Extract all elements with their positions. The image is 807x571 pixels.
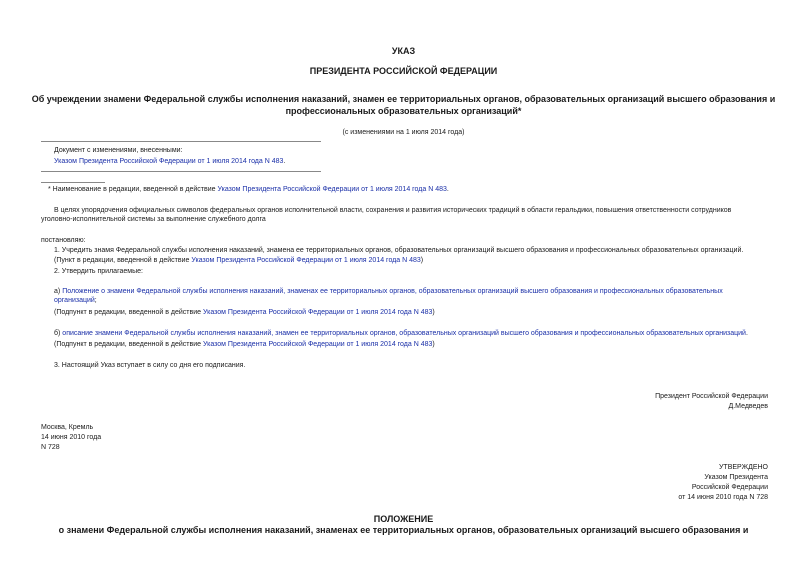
item-2b-note-prefix: (Подпункт в редакции, введенной в действие [54,341,202,348]
item-2a-suffix: ; [94,297,97,304]
changes-box-line [54,157,285,166]
changes-box-bottom-rule [41,171,321,172]
item-2a-line1 [54,287,723,296]
footnote-prefix: * Наименование в редакции, введенной в действие [48,186,216,193]
item-2b-note [54,340,435,349]
approval-line4: от 14 июня 2010 года N 728 [678,494,768,501]
regulation-title: ПОЛОЖЕНИЕ [373,514,434,524]
item-1: 1. Учредить знамя Федеральной службы исполнения наказаний, знамена ее территориальных органов, образовательных организаций высшего образования и профессиональных образовательных организаций. [54,247,744,254]
changes-box-link-suffix: . [283,158,286,165]
approval-line2: Указом Президента [704,474,768,481]
changes-box-top-rule [41,141,321,142]
approval-line3: Российской Федерации [691,484,768,491]
footnote-rule [41,182,105,183]
doc-title: УКАЗ [391,46,416,56]
decree-number: N 728 [41,444,60,451]
decree-word: постановляю: [41,237,86,244]
signature-name: Д.Медведев [728,403,768,410]
footnote-link[interactable]: Указом Президента Российской Федерации от 1 июля 2014 года N 483 [217,186,447,193]
item-1-note-prefix: (Пункт в редакции, введенной в действие [54,257,190,264]
item-2: 2. Утвердить прилагаемые: [54,268,143,275]
place: Москва, Кремль [41,424,94,431]
date: 14 июня 2010 года [41,434,102,441]
item-1-note [54,256,423,265]
changes-box-link[interactable]: Указом Президента Российской Федерации от 1 июля 2014 года N 483 [54,158,284,165]
footnote [48,185,449,194]
item-2a-note-link[interactable]: Указом Президента Российской Федерации от 1 июля 2014 года N 483 [202,309,433,316]
revision-note: (с изменениями на 1 июля 2014 года) [342,129,465,136]
doc-heading-line2: профессиональных образовательных организаций* [285,106,522,116]
item-2b-note-link[interactable]: Указом Президента Российской Федерации от 1 июля 2014 года N 483 [202,341,433,348]
item-2b-suffix: . [745,330,748,337]
doc-subtitle: ПРЕЗИДЕНТА РОССИЙСКОЙ ФЕДЕРАЦИИ [309,66,498,76]
item-2a-note [54,308,435,317]
signature-position: Президент Российской Федерации [655,393,768,400]
item-2a-link-line2[interactable]: организаций [54,297,95,304]
item-1-note-suffix: ) [420,257,424,264]
item-2b-prefix: б) [54,330,61,337]
item-2a-prefix: а) [54,288,61,295]
item-2a-note-prefix: (Подпункт в редакции, введенной в действие [54,309,202,316]
item-2b [54,329,748,338]
item-2b-link[interactable]: описание знамени Федеральной службы исполнения наказаний, знамен ее территориальных органов, образовательных организаций высшего образования и профессиональных образовательных организаций [62,330,746,337]
regulation-subtitle: о знамени Федеральной службы исполнения наказаний, знаменах ее территориальных органов, образовательных организаций высшего образования и [58,525,749,535]
item-3: 3. Настоящий Указ вступает в силу со дня его подписания. [54,362,246,369]
preamble-line1: В целях упорядочения официальных символов федеральных органов исполнительной власти, сохранения и развития исторических традиций в области геральдики, повышения ответственности сотрудников [54,207,732,214]
item-2a-link-line1[interactable]: Положение о знамени Федеральной службы исполнения наказаний, знаменах ее территориальных органов, образовательных организаций высшего образования и профессиональных образовательных [62,288,723,295]
footnote-suffix: . [446,186,449,193]
changes-box-label: Документ с изменениями, внесенными: [54,147,183,154]
item-2b-note-suffix: ) [432,341,435,348]
preamble-line2: уголовно-исполнительной системы за выполнение служебного долга [41,216,266,223]
item-2a-note-suffix: ) [432,309,435,316]
approval-line1: УТВЕРЖДЕНО [718,464,768,471]
item-2a-line2 [54,296,97,305]
doc-heading-line1: Об учреждении знамени Федеральной службы исполнения наказаний, знамен ее территориальных органов, образовательных организаций высшего образования и [31,94,776,104]
item-1-note-link[interactable]: Указом Президента Российской Федерации от 1 июля 2014 года N 483 [191,257,421,264]
